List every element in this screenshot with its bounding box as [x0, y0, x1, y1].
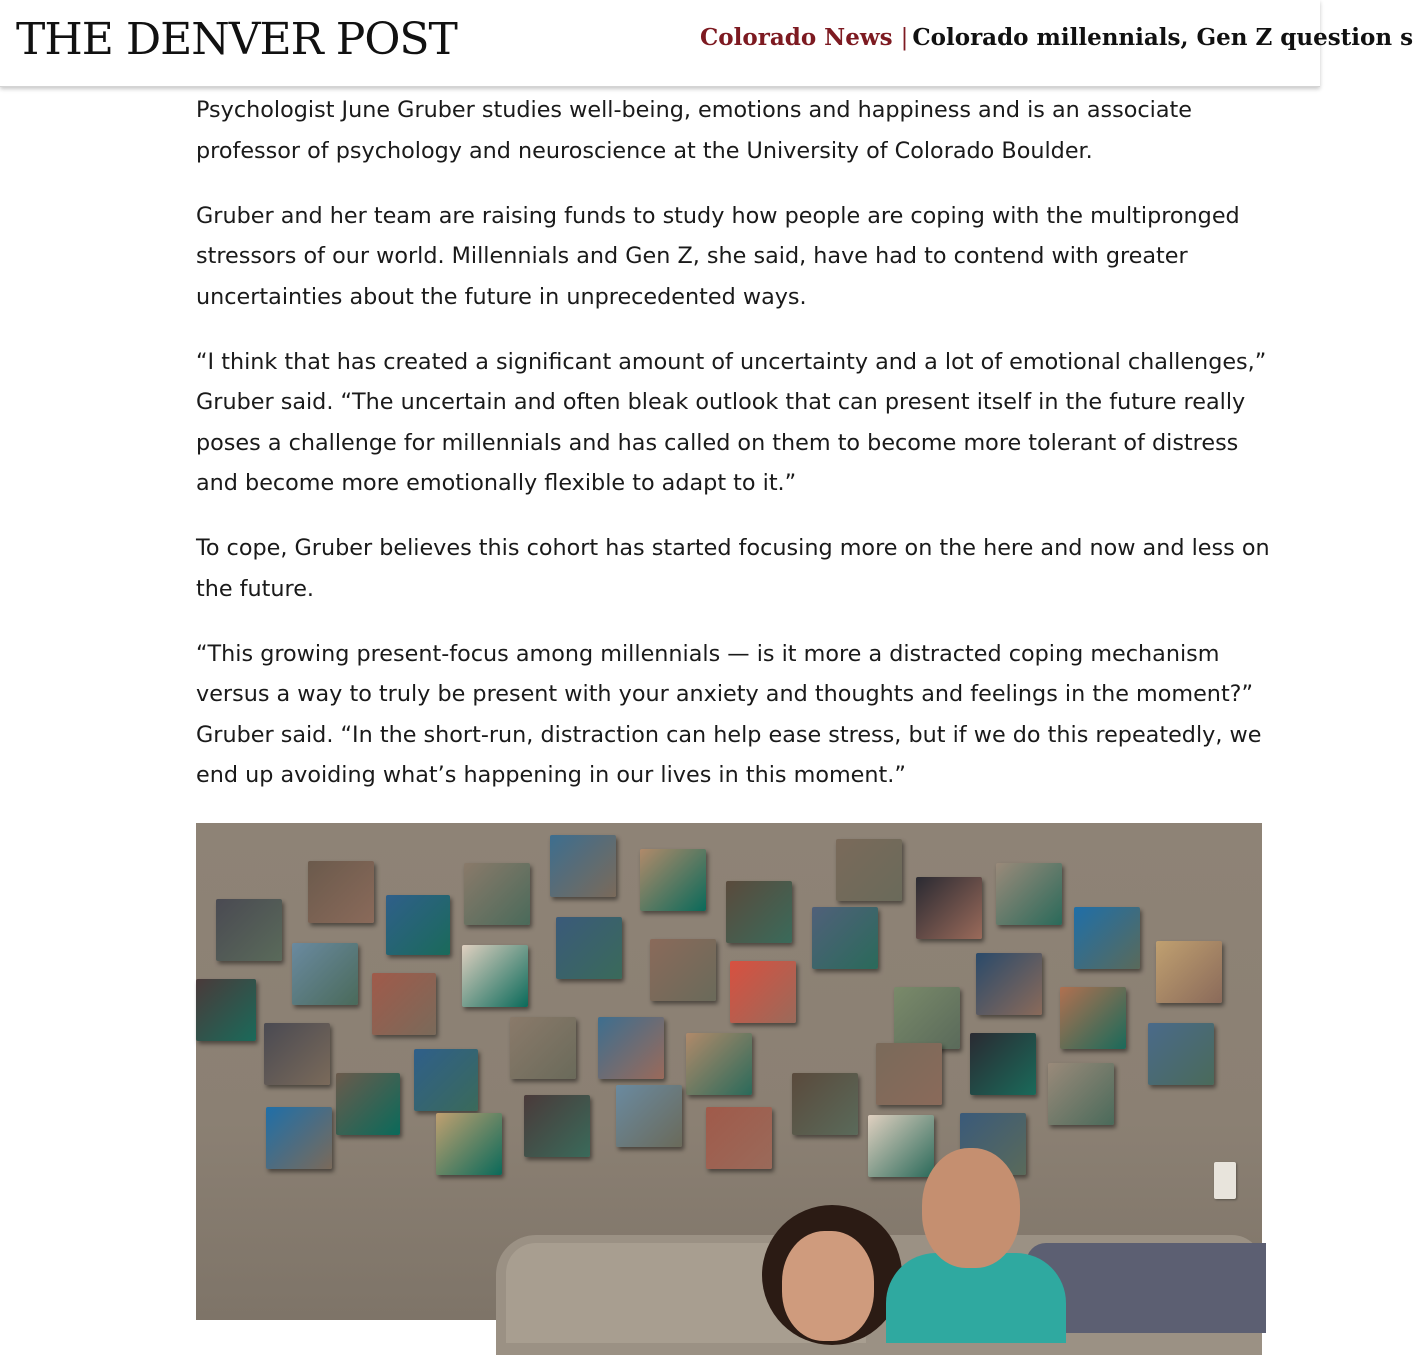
wall-photo-frame — [436, 1113, 502, 1175]
wall-photo-frame — [510, 1017, 576, 1079]
wall-photo-frame — [266, 1107, 332, 1169]
article-photo[interactable] — [196, 823, 1262, 1320]
wall-photo-frame — [894, 987, 960, 1049]
article-paragraph: To cope, Gruber believes this cohort has started focusing more on the here and now and less on the future. — [196, 535, 1270, 602]
article-paragraph: “I think that has created a significant amount of uncertainty and a lot of emotional challenges,” Gruber said. “The uncertain and often bleak outlook that can present itself in the future really poses a challenge for millennials and has called on them to become more tolerant of distress and become more emotionally flexible to adapt to it.” — [196, 348, 1267, 496]
wall-photo-frame — [308, 861, 374, 923]
wall-photo-frame — [598, 1017, 664, 1079]
wall-photo-frame — [726, 881, 792, 943]
wall-photo-frame — [812, 907, 878, 969]
wall-photo-frame — [836, 839, 902, 901]
wall-photo-frame — [216, 899, 282, 961]
wall-photo-frame — [414, 1049, 478, 1111]
site-logo[interactable] — [16, 12, 457, 68]
wall-photo-frame — [730, 961, 796, 1023]
wall-photo-frame — [196, 979, 256, 1041]
article-body — [196, 90, 1271, 820]
wall-photo-frame — [970, 1033, 1036, 1095]
wall-photo-frame — [386, 895, 450, 955]
wall-photo-frame — [976, 953, 1042, 1015]
article-paragraph: Psychologist June Gruber studies well-being, emotions and happiness and is an associate professor of psychology and neuroscience at the University of Colorado Boulder. — [196, 97, 1192, 164]
person-man-head — [922, 1148, 1020, 1268]
wall-photo-frame — [556, 917, 622, 979]
logo-text: THE DENVER POST — [16, 14, 457, 65]
wall-photo-frame — [550, 835, 616, 897]
wall-photo-frame — [524, 1095, 590, 1157]
wall-photo-frame — [650, 939, 716, 1001]
wall-photo-frame — [1060, 987, 1126, 1049]
breadcrumb-separator: | — [900, 25, 909, 51]
wall-photo-frame — [464, 863, 530, 925]
wall-photo-frame — [292, 943, 358, 1005]
wall-photo-frame — [372, 973, 436, 1035]
wall-photo-frame — [916, 877, 982, 939]
wall-photo-frame — [1156, 941, 1222, 1003]
wall-photo-frame — [264, 1023, 330, 1085]
wall-photo-frame — [792, 1073, 858, 1135]
article-paragraph: Gruber and her team are raising funds to study how people are coping with the multipronged stressors of our world. Millennials and Gen Z, she said, have had to contend with greater uncertainties about the future in unprecedented ways. — [196, 202, 1240, 310]
article-headline: Colorado millennials, Gen Z question s — [912, 24, 1413, 51]
wall-photo-frame — [1148, 1023, 1214, 1085]
wall-photo-frame — [1074, 907, 1140, 969]
section-link-colorado-news[interactable]: Colorado News — [700, 24, 893, 51]
article-paragraph: “This growing present-focus among millennials — is it more a distracted coping mechanism versus a way to truly be present with your anxiety and thoughts and feelings in the moment?” Gruber said. “In the short-run, distraction can help ease stress, but if we do this repeatedly, we end up avoiding what’s happening in our lives in this moment.” — [196, 640, 1262, 788]
wall-photo-frame — [462, 945, 528, 1007]
wall-photo-frame — [616, 1085, 682, 1147]
wall-outlet — [1214, 1162, 1236, 1199]
wall-photo-frame — [336, 1073, 400, 1135]
wall-photo-frame — [706, 1107, 772, 1169]
wall-photo-frame — [876, 1043, 942, 1105]
wall-photo-frame — [996, 863, 1062, 925]
wall-photo-frame — [1048, 1063, 1114, 1125]
site-header — [0, 0, 1413, 87]
wall-photo-frame — [868, 1115, 934, 1177]
wall-photo-frame — [640, 849, 706, 911]
person-woman-face — [782, 1231, 874, 1341]
wall-photo-frame — [686, 1033, 752, 1095]
breadcrumb — [700, 22, 1413, 54]
